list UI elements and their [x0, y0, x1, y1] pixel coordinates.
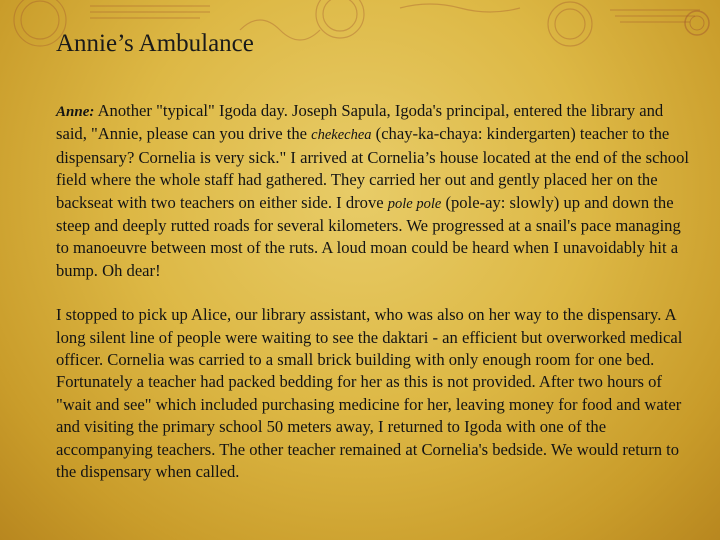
- swahili-term-chekechea: chekechea: [311, 127, 372, 144]
- speaker-label: Anne:: [56, 104, 95, 120]
- paragraph-1-text-c: (pole-ay: slowly) up and down the steep and deeply rutted roads for several kilometers. We progressed at a snail's pace managing to manoeuvre between most of the ruts. A loud moan could be heard when I unavoidably hit a bump. Oh dear!: [56, 192, 681, 280]
- paragraph-1-text-b: (chay-ka-chaya: kindergarten) teacher to the dispensary? Cornelia is very sick." I arrived at Cornelia’s house located at the end of the school field where the whole staff had gathered. They carried her out and gently placed her on the backseat with two teachers on either side. I drove: [56, 124, 689, 212]
- body-text: [56, 100, 696, 506]
- stamp-mark-icon: [682, 8, 712, 38]
- paragraph-2: I stopped to pick up Alice, our library assistant, who was also on her way to the dispensary. A long silent line of people were waiting to see the daktari - an efficient but overworked medical officer. Cornelia was carried to a small brick building with only enough room for one bed. Fortunately a teacher had packed bedding for her as this is not provided. After two hours of "wait and see" which included purchasing medicine for her, leaving money for food and water and visiting the primary school 50 meters away, I returned to Igoda with one of the accompanying teachers. The other teacher remained at Cornelia's bedside. We would return to the dispensary when called.: [56, 305, 683, 482]
- page-title: Annie’s Ambulance: [56, 30, 254, 57]
- paragraph-1: [56, 100, 696, 282]
- swahili-term-pole-pole: pole pole: [387, 195, 442, 212]
- paragraph-1-text-a: Another "typical" Igoda day. Joseph Sapula, Igoda's principal, entered the library and said, "Annie, please can you drive the: [56, 101, 664, 144]
